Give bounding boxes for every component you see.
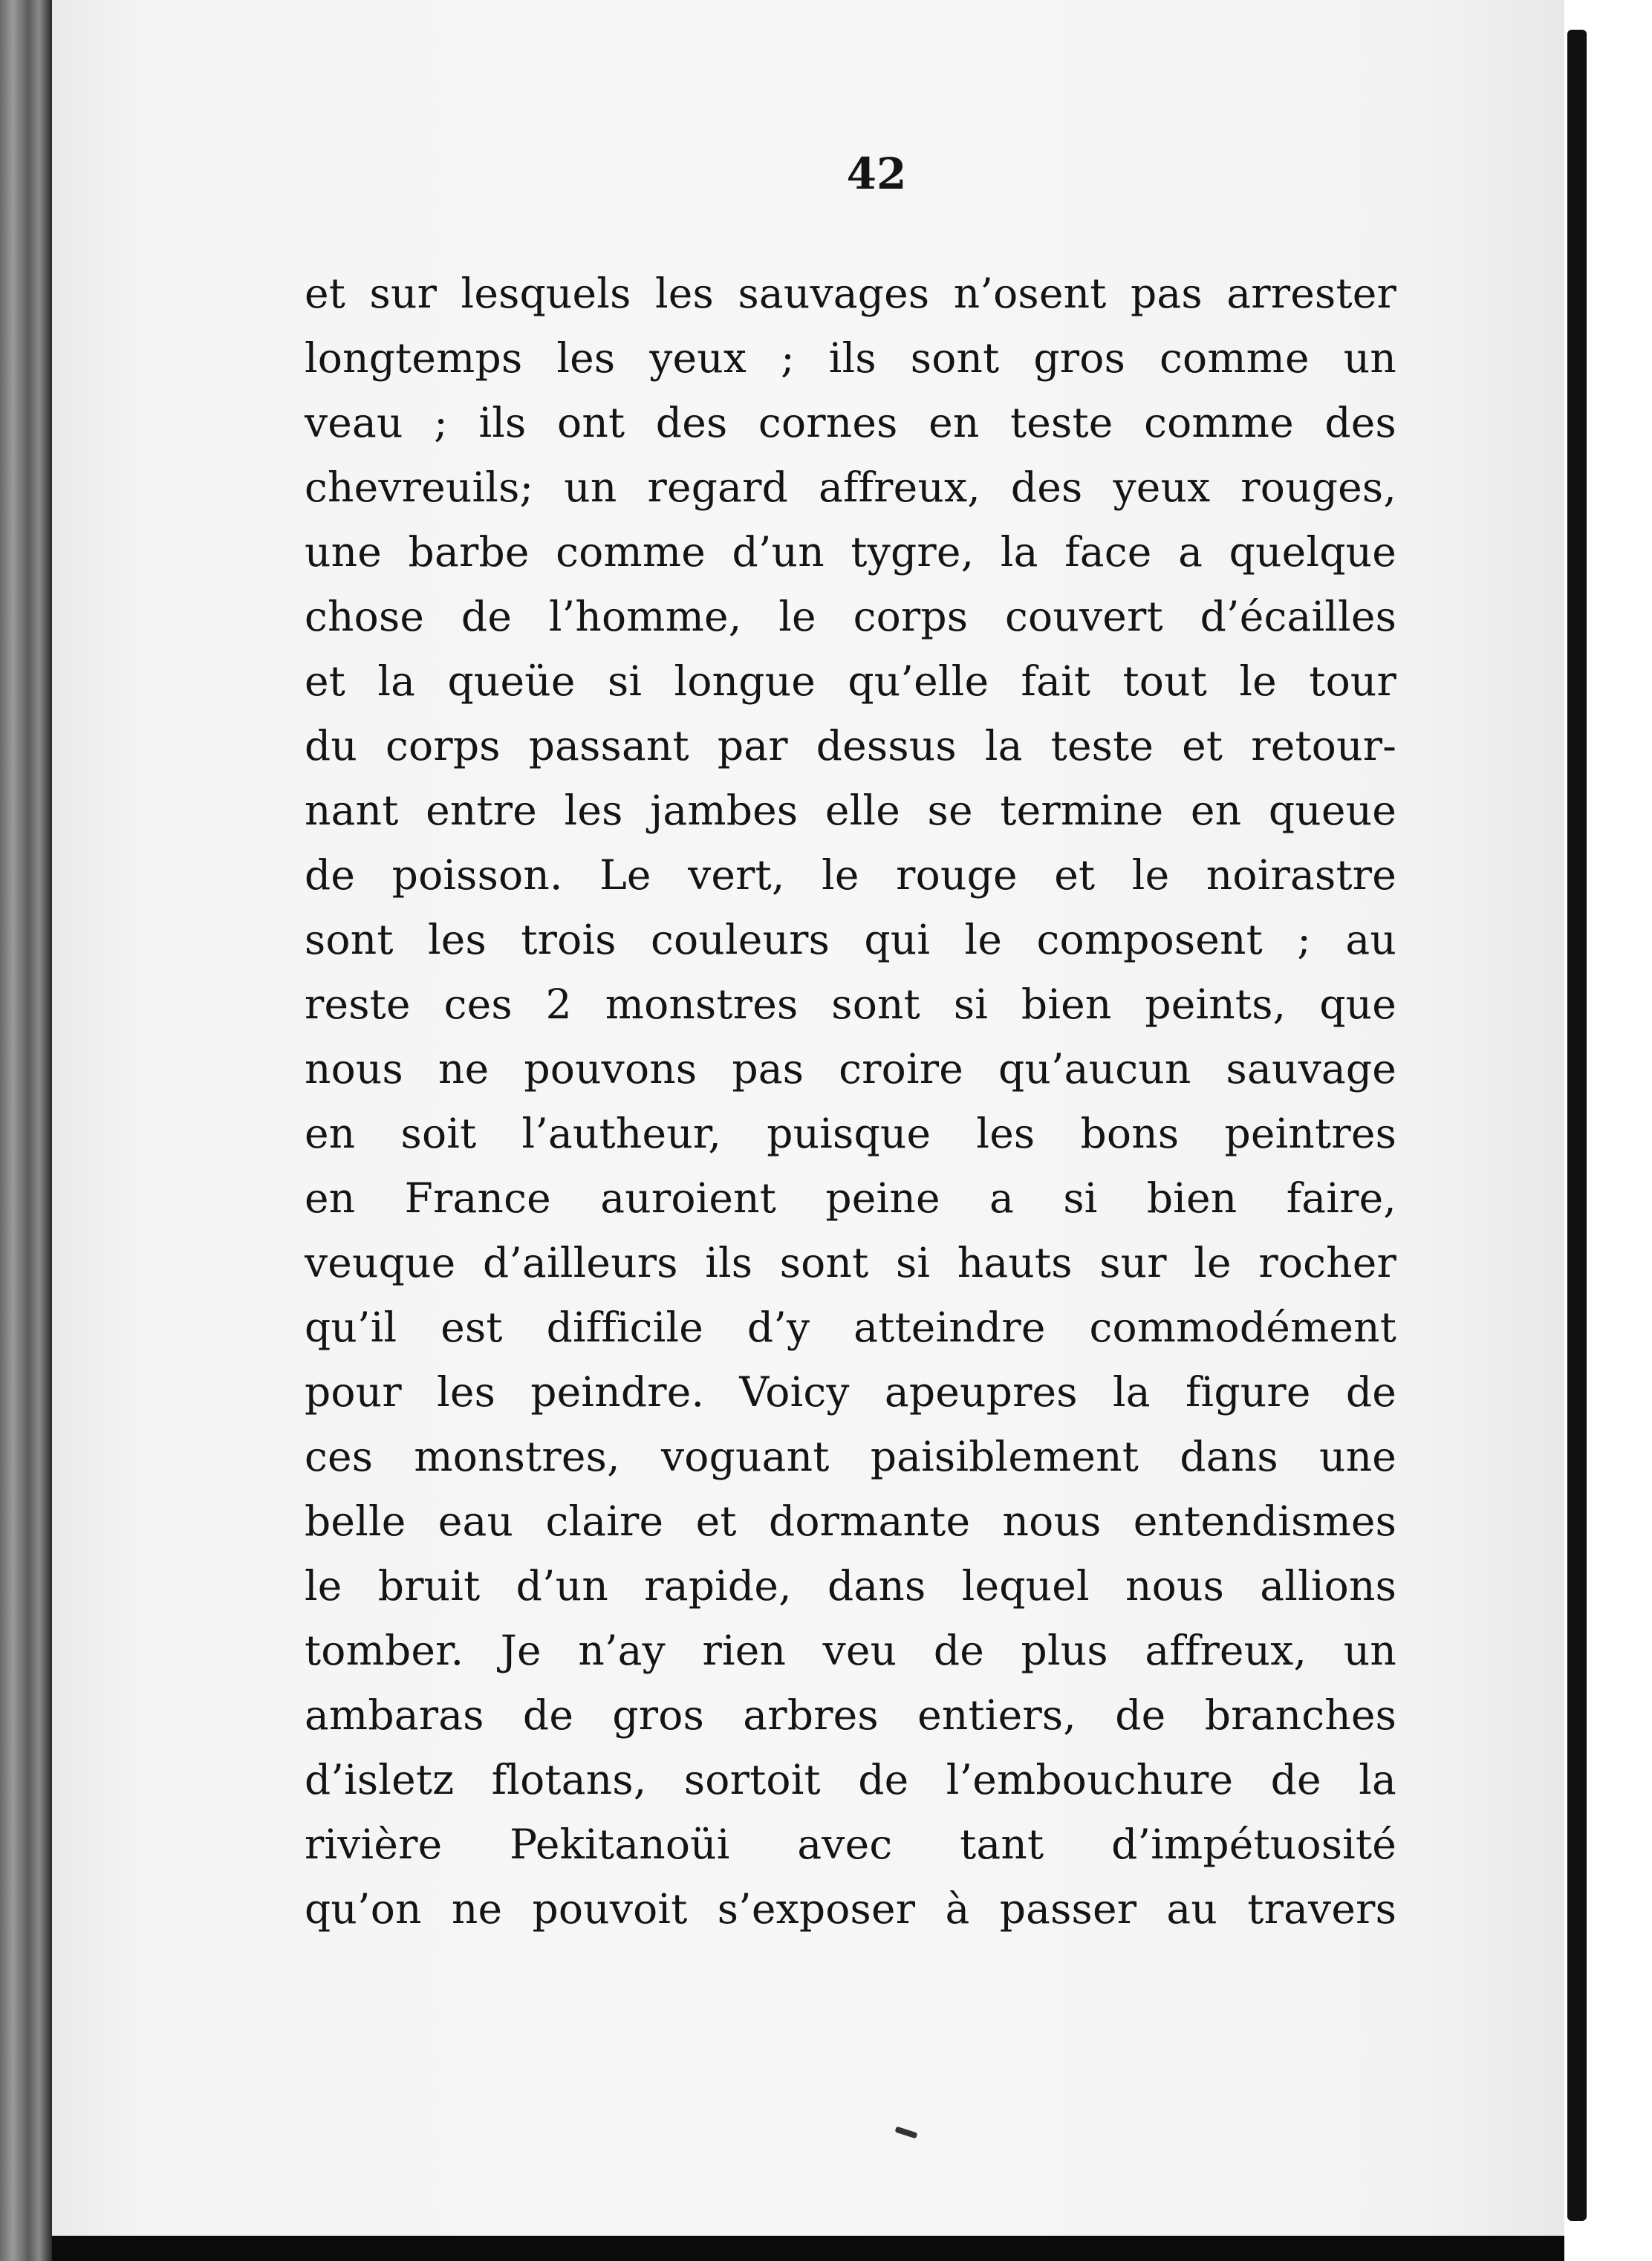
text-line: tomber. Je n’ay rien veu de plus affreux, un	[305, 1627, 1396, 1674]
text-line: ces monstres, voguant paisiblement dans une	[305, 1433, 1396, 1480]
text-line: veuque d’ailleurs ils sont si hauts sur le rocher	[305, 1239, 1396, 1286]
page-edge-shadow	[1567, 30, 1587, 2221]
text-line: qu’on ne pouvoit s’exposer à passer au travers	[305, 1885, 1396, 1933]
text-line: le bruit d’un rapide, dans lequel nous allions	[305, 1562, 1396, 1610]
text-line: longtemps les yeux ; ils sont gros comme un	[305, 334, 1396, 382]
page-number: 42	[846, 149, 907, 199]
text-line: d’isletz flotans, sortoit de l’embouchure de la	[305, 1756, 1396, 1803]
bottom-border	[52, 2236, 1564, 2261]
text-line: reste ces 2 monstres sont si bien peints, que	[305, 980, 1396, 1028]
text-line: et la queüe si longue qu’elle fait tout le tour	[305, 657, 1396, 705]
text-line: chevreuils; un regard affreux, des yeux rouges,	[305, 463, 1396, 511]
text-line: sont les trois couleurs qui le composent ; au	[305, 916, 1396, 963]
body-text	[305, 261, 1396, 1942]
text-line: rivière Pekitanoüi avec tant d’impétuosité	[305, 1821, 1396, 1868]
text-line: une barbe comme d’un tygre, la face a quelque	[305, 528, 1396, 576]
text-line: en soit l’autheur, puisque les bons peintres	[305, 1110, 1396, 1157]
text-line: nous ne pouvons pas croire qu’aucun sauvage	[305, 1045, 1396, 1093]
text-line: et sur lesquels les sauvages n’osent pas arrester	[305, 270, 1396, 317]
text-line: qu’il est difficile d’y atteindre commodément	[305, 1304, 1396, 1351]
text-line: ambaras de gros arbres entiers, de branches	[305, 1691, 1396, 1739]
text-line: en France auroient peine a si bien faire,	[305, 1174, 1396, 1222]
text-line: chose de l’homme, le corps couvert d’écailles	[305, 593, 1396, 640]
text-line: pour les peindre. Voicy apeupres la figure de	[305, 1368, 1396, 1416]
text-line: du corps passant par dessus la teste et retour-	[305, 722, 1396, 770]
text-line: belle eau claire et dormante nous entendismes	[305, 1497, 1396, 1545]
text-line: de poisson. Le vert, le rouge et le noirastre	[305, 851, 1396, 899]
text-line: nant entre les jambes elle se termine en queue	[305, 787, 1396, 834]
book-binding	[0, 0, 52, 2261]
text-line: veau ; ils ont des cornes en teste comme des	[305, 399, 1396, 446]
